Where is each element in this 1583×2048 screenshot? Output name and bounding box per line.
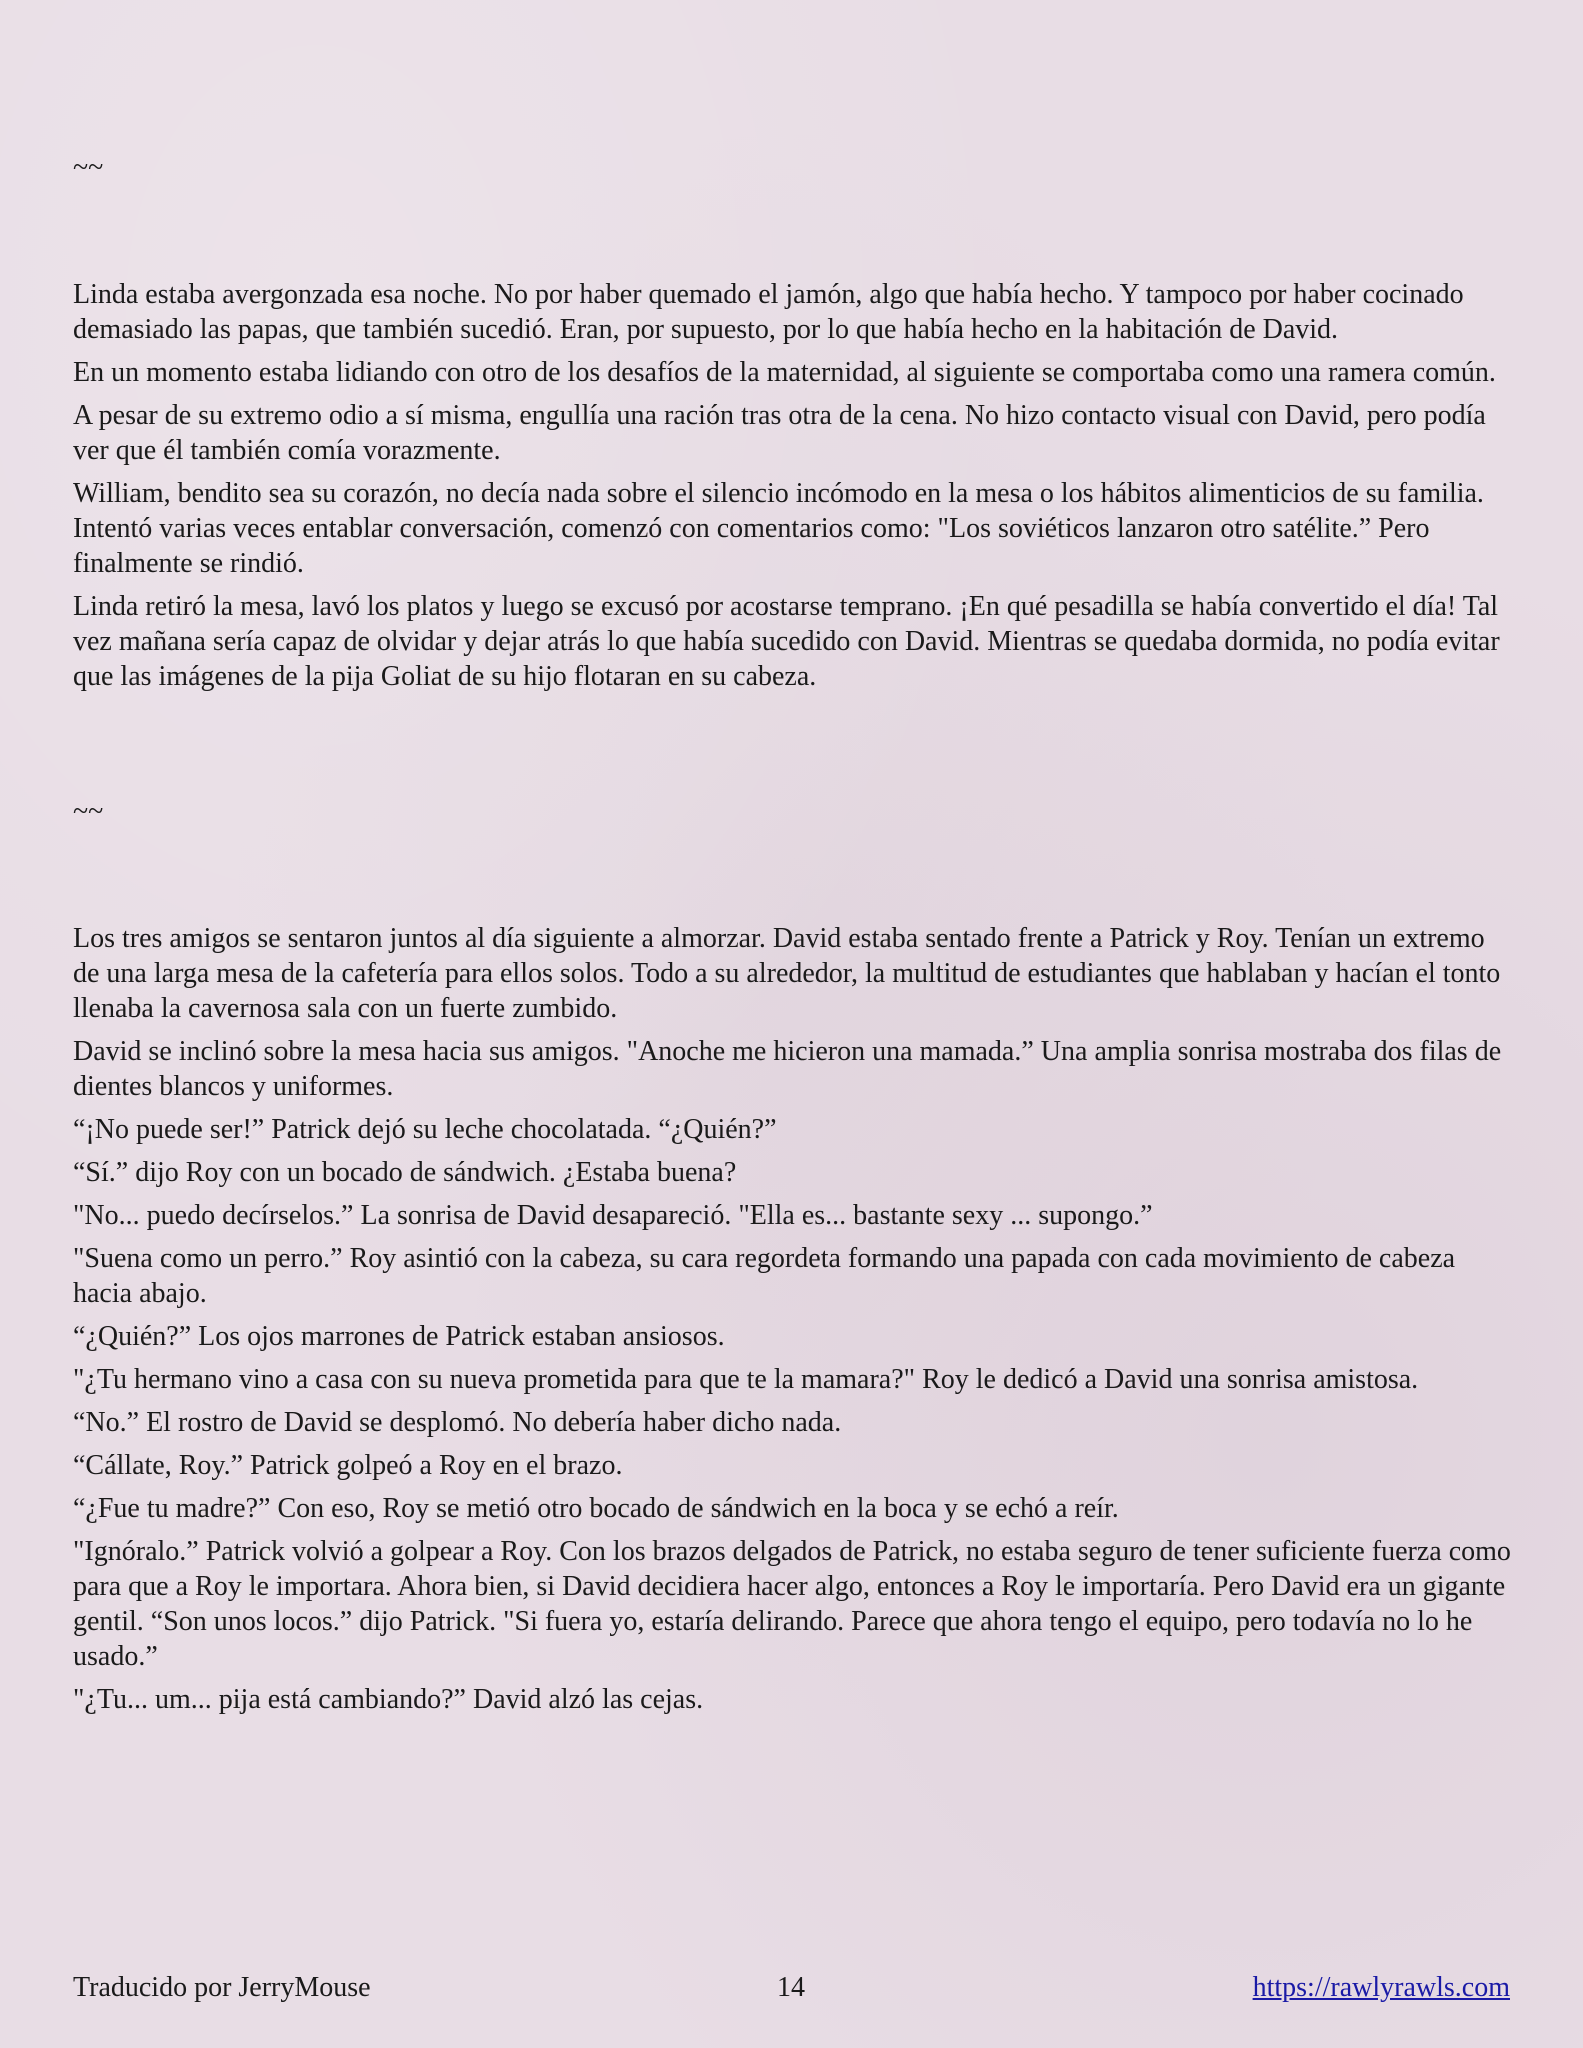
paragraph: “¿Fue tu madre?” Con eso, Roy se metió otro bocado de sándwich en la boca y se echó a reír.: [73, 1493, 1119, 1524]
paragraph: “¡No puede ser!” Patrick dejó su leche chocolatada. “¿Quién?”: [73, 1114, 777, 1145]
paragraph: "Suena como un perro.” Roy asintió con la cabeza, su cara regordeta formando una papada con cada movimiento de cabeza hacia abajo.: [73, 1243, 1456, 1309]
page-number: 14: [777, 1972, 805, 2003]
section-friends: [73, 921, 1513, 1717]
paragraph: Linda estaba avergonzada esa noche. No por haber quemado el jamón, algo que había hecho. Y tampoco por haber cocinado demasiado las papas, que también sucedió. Eran, por supuesto, por lo que había hecho en la habitación de David.: [73, 279, 1464, 345]
paragraph: Los tres amigos se sentaron juntos al día siguiente a almorzar. David estaba sentado frente a Patrick y Roy. Tenían un extremo de una larga mesa de la cafetería para ellos solos. Todo a su alrededor, la multitud de estudiantes que hablaban y hacían el tonto llenaba la cavernosa sala con un fuerte zumbido.: [73, 923, 1501, 1024]
paragraph: "¿Tu... um... pija está cambiando?” David alzó las cejas.: [73, 1684, 704, 1715]
paragraph: A pesar de su extremo odio a sí misma, engullía una ración tras otra de la cena. No hizo contacto visual con David, pero podía ver que él también comía vorazmente.: [73, 400, 1486, 466]
paragraph: “¿Quién?” Los ojos marrones de Patrick estaban ansiosos.: [73, 1321, 725, 1352]
page-footer: [73, 1970, 1510, 2006]
paragraph: En un momento estaba lidiando con otro de los desafíos de la maternidad, al siguiente se comportaba como una ramera común.: [73, 357, 1496, 388]
scene-separator: ~~: [73, 152, 104, 183]
section-linda: [73, 277, 1513, 694]
paragraph: "Ignóralo.” Patrick volvió a golpear a Roy. Con los brazos delgados de Patrick, no estaba seguro de tener suficiente fuerza como para que a Roy le importara. Ahora bien, si David decidiera hacer algo, entonces a Roy le importaría. Pero David era un gigante gentil. “Son unos locos.” dijo Patrick. "Si fuera yo, estaría delirando. Parece que ahora tengo el equipo, pero todavía no lo he usado.”: [73, 1536, 1511, 1672]
paragraph: David se inclinó sobre la mesa hacia sus amigos. "Anoche me hicieron una mamada.” Una amplia sonrisa mostraba dos filas de dientes blancos y uniformes.: [73, 1036, 1502, 1102]
page-body: [73, 150, 1513, 1725]
paragraph: "No... puedo decírselos.” La sonrisa de David desapareció. "Ella es... bastante sexy ... supongo.”: [73, 1200, 1153, 1231]
translator-credit: Traducido por JerryMouse: [73, 1972, 371, 2003]
paragraph: "¿Tu hermano vino a casa con su nueva prometida para que te la mamara?" Roy le dedicó a David una sonrisa amistosa.: [73, 1364, 1419, 1395]
paragraph: “Sí.” dijo Roy con un bocado de sándwich. ¿Estaba buena?: [73, 1157, 737, 1188]
scene-separator: ~~: [73, 796, 104, 827]
paragraph: “Cállate, Roy.” Patrick golpeó a Roy en el brazo.: [73, 1450, 623, 1481]
website-link[interactable]: https://rawlyrawls.com: [1252, 1972, 1510, 2003]
paragraph: William, bendito sea su corazón, no decía nada sobre el silencio incómodo en la mesa o los hábitos alimenticios de su familia. Intentó varias veces entablar conversación, comenzó con comentarios como: "Los soviéticos lanzaron otro satélite.” Pero finalmente se rindió.: [73, 478, 1484, 579]
paragraph: Linda retiró la mesa, lavó los platos y luego se excusó por acostarse temprano. ¡En qué pesadilla se había convertido el día! Tal vez mañana sería capaz de olvidar y dejar atrás lo que había sucedido con David. Mientras se quedaba dormida, no podía evitar que las imágenes de la pija Goliat de su hijo flotaran en su cabeza.: [73, 591, 1500, 692]
paragraph: “No.” El rostro de David se desplomó. No debería haber dicho nada.: [73, 1407, 842, 1438]
